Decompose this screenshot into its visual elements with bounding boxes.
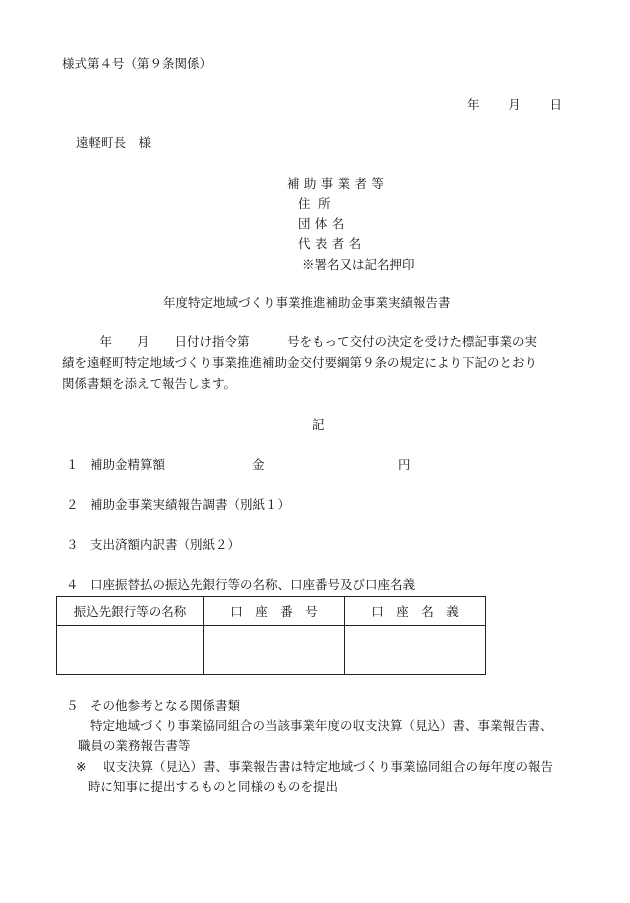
cell-bank-name[interactable] (57, 626, 204, 675)
applicant-representative-label: 代表者名 (298, 236, 366, 251)
applicant-heading: 補助事業者等 (287, 176, 389, 191)
signature-note: ※署名又は記名押印 (302, 257, 415, 272)
item-1-label: 補助金精算額 (90, 457, 166, 472)
cell-account-holder[interactable] (345, 626, 486, 675)
header-bank-name: 振込先銀行等の名称 (57, 597, 204, 626)
item-5-note-line-2: 時に知事に提出するものと同様のものを提出 (88, 779, 339, 794)
form-number: 様式第４号（第９条関係） (62, 56, 213, 71)
date-placeholder: 年 月 日 (467, 97, 564, 112)
item-5-line-2: 職員の業務報告書等 (78, 738, 191, 753)
item-3-label: 支出済額内訳書（別紙２） (90, 537, 241, 552)
item-5-label: その他参考となる関係書類 (90, 698, 241, 713)
item-4-label: 口座振替払の振込先銀行等の名称、口座番号及び口座名義 (90, 577, 416, 592)
body-line-1: 年 月 日付け指令第 号をもって交付の決定を受けた標記事業の実 (62, 334, 538, 349)
addressee: 遠軽町長 様 (76, 135, 152, 150)
item-5-number: ５ (66, 698, 79, 713)
ki-heading: 記 (312, 417, 325, 432)
item-3-number: ３ (66, 537, 79, 552)
cell-account-number[interactable] (204, 626, 345, 675)
item-5-note-line-1: 収支決算（見込）書、事業報告書は特定地域づくり事業協同組合の毎年度の報告 (103, 759, 554, 774)
applicant-organization-label: 団体名 (298, 216, 349, 231)
item-1-suffix: 円 (398, 457, 411, 472)
bank-account-table (56, 596, 486, 675)
body-line-2: 績を遠軽町特定地域づくり事業推進補助金交付要綱第９条の規定により下記のとおり (62, 355, 538, 370)
item-1-number: １ (66, 457, 79, 472)
item-2-number: ２ (66, 497, 79, 512)
header-account-holder: 口 座 名 義 (345, 597, 486, 626)
body-line-3: 関係書類を添えて報告します。 (62, 376, 237, 391)
item-5-note-mark: ※ (76, 759, 87, 774)
item-2-label: 補助金事業実績報告調書（別紙１） (90, 497, 291, 512)
applicant-address-label: 住所 (298, 196, 339, 211)
item-4-number: ４ (66, 577, 79, 592)
header-account-number: 口 座 番 号 (204, 597, 345, 626)
item-1-prefix: 金 (252, 457, 265, 472)
document-title: 年度特定地域づくり事業推進補助金事業実績報告書 (163, 295, 451, 310)
item-5-line-1: 特定地域づくり事業協同組合の当該事業年度の収支決算（見込）書、事業報告書、 (90, 718, 553, 733)
